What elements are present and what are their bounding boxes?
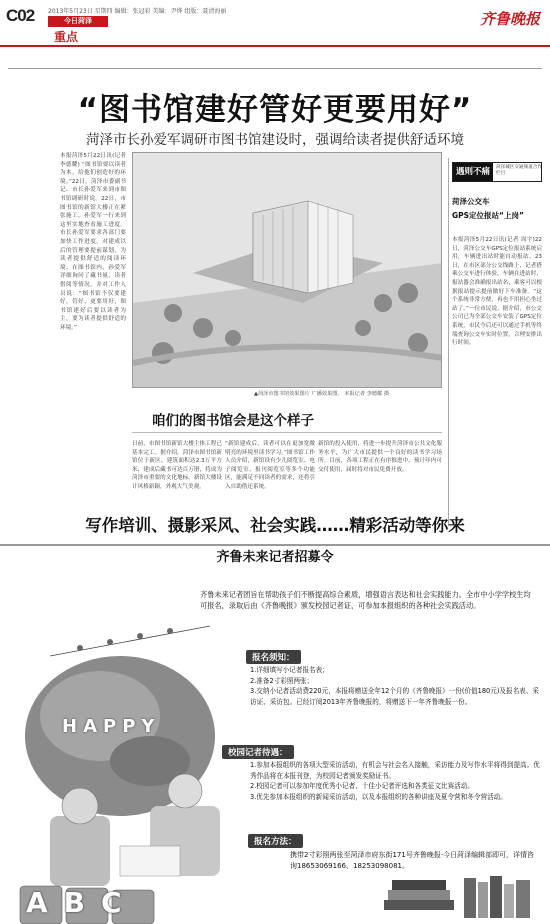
library-rendering-photo [132, 152, 442, 388]
list-item: 3.优先参加本报组织的新闻采访活动，以及本报组织的各种讲座及夏令营和冬令营活动。 [250, 792, 507, 801]
issue-meta: 2013年5月23日 星期四 编辑：张冠彩 美编：尹烨 组版：聂清海丽 [48, 8, 227, 15]
page-header [0, 0, 550, 44]
abc-blocks-text: ABC [26, 886, 138, 919]
list-item: 1.详细填写小记者报名表； [250, 666, 329, 674]
header-rule [0, 45, 550, 47]
sidebar-title-2: GPS定位报站“上岗” [452, 211, 524, 220]
page-number: C02 [6, 6, 35, 25]
article-top-rule [8, 68, 542, 69]
sidebar-column-tag: 遇则不痛 [453, 163, 493, 181]
list-item: 3.交纳小记者活动费220元，本报将赠送全年12个月的《齐鲁晚报》一份(价值180元)及报名表、采访证、采访包。已经订阅2013年齐鲁晚报的，将赠送下一年齐鲁晚报一份。 [250, 687, 539, 706]
perks-list [250, 760, 540, 802]
method-text: 携带2寸彩照两张至菏泽市府东街171号齐鲁晚报·今日菏泽编辑部即可，详情咨询18653069166、18253098081。 [290, 851, 535, 870]
sidebar-body: 本报菏泽5月22日讯(记者 周宇)22日，菏泽公交车GPS定位报站系统启用，车辆进出站时能自动报站。23日，在市区部分公交线路上，记者搭乘公交车进行体验，车辆在进站时，报站器会准确报出站名，乘客可以根据报站提示提前做好下车准备。“这个系统非常方便，再也不用担心坐过站了。”一位市民说。据介绍，市公交公司已为全部公交车安装了GPS定位系统，市民今后还可以通过手机等终端查询公交车实时位置，合理安排出行时间。 [452, 237, 542, 347]
library-building-illustration [133, 153, 442, 388]
section-title: 重点 [54, 30, 79, 44]
register-heading: 报名须知： [246, 650, 301, 664]
newspaper-logo: 齐鲁晚报 [479, 10, 540, 28]
sidebar-column-note: 菏泽城区交通频道合作栏目 [496, 165, 542, 176]
article-column-3: “新馆建成后，读者可以在更加宽敞明亮的环境里读书学习。”图书馆工作人员介绍，新馆设有少儿阅览室、电子阅览室、报刊阅览室等多个功能区，能满足不同读者的需求，还将引入自助借还系统。 [225, 441, 315, 490]
method-heading: 报名方法： [248, 834, 303, 848]
ad-subtitle: 齐鲁未来记者招募令 [216, 550, 334, 565]
books-icon [384, 872, 544, 920]
article-column-1: 本报菏泽5月22日讯(记者 李德耀) “图书馆要以读者为本，给他们创造好的环境。”22日，菏泽市委副书记、市长孙爱军来到市图书馆调研时说。22日，市图书馆的新馆大楼正在紧张施工，孙爱军一行来到这里实地查看施工进度。市长孙爱军要求各部门要加快工作进度，对建成以后的管理要提前谋划，为读者提供舒适的阅读环境。在图书馆内，孙爱军详细询问了藏书量、读者借阅等情况，并对工作人员说：“图书馆不仅要建好，管好，更要用好，图书馆建好后要以读者为主，要为读者提供舒适的环境。” [60, 153, 126, 331]
photo-caption: ▲菏泽市图书馆效果图片 广播效果图。 本报记者 李德耀 摄 [254, 391, 390, 397]
article-headline: “图书馆建好管好更要用好” [77, 92, 473, 128]
list-item: 2.准备2寸彩照两张； [250, 676, 314, 685]
register-list [250, 665, 540, 707]
article-column-2: 日前，市图书馆新馆大楼主体工程已基本完工。据介绍，菏泽市图书馆新馆位于新区，建筑面积达2.3万平方米，建成后藏书可达百万册，将成为菏泽市重要的文化地标。新馆大楼设计风格新颖，外观大气美观。 [132, 441, 222, 490]
article-subhead: 咱们的图书馆会是这个样子 [152, 413, 314, 429]
sidebar-title-1: 菏泽公交车 [452, 197, 490, 206]
section-tag: 今日菏泽 [48, 16, 108, 27]
article-column-4: 新馆的投入使用，将进一步提升菏泽市公共文化服务水平，为广大市民提供一个良好的读书学习场所。目前，各项工程正在有序推进中，预计年内可交付使用，届时将对市民免费开放。 [318, 441, 442, 473]
perks-heading: 校园记者待遇： [222, 745, 294, 759]
books-illustration [384, 872, 544, 920]
globe-happy-text: HAPPY [62, 716, 161, 737]
list-item: 2.校园记者可以参加年度优秀小记者、十佳小记者评选和各类征文比赛活动。 [250, 782, 474, 790]
subhead-rule [132, 432, 442, 433]
list-item: 1.参加本报组织的各项大型采访活动，有机会与社会名人接触，采访能力及写作水平将得到提高。优秀作品将在本报刊登，为校园记者颁发奖励证书。 [250, 761, 540, 780]
ad-intro: 齐鲁未来记者团旨在帮助孩子们不断提高综合素质，增强语言表达和社会实践能力。全市中小学学校生均可报名，录取后由《齐鲁晚报》颁发校园记者证，可参加本报组织的各种社会实践活动。 [200, 590, 531, 610]
article-subtitle: 菏泽市长孙爱军调研市图书馆建设时，强调给读者提供舒适环境 [86, 132, 464, 148]
ad-title: 写作培训、摄影采风、社会实践……精彩活动等你来 [85, 516, 465, 535]
